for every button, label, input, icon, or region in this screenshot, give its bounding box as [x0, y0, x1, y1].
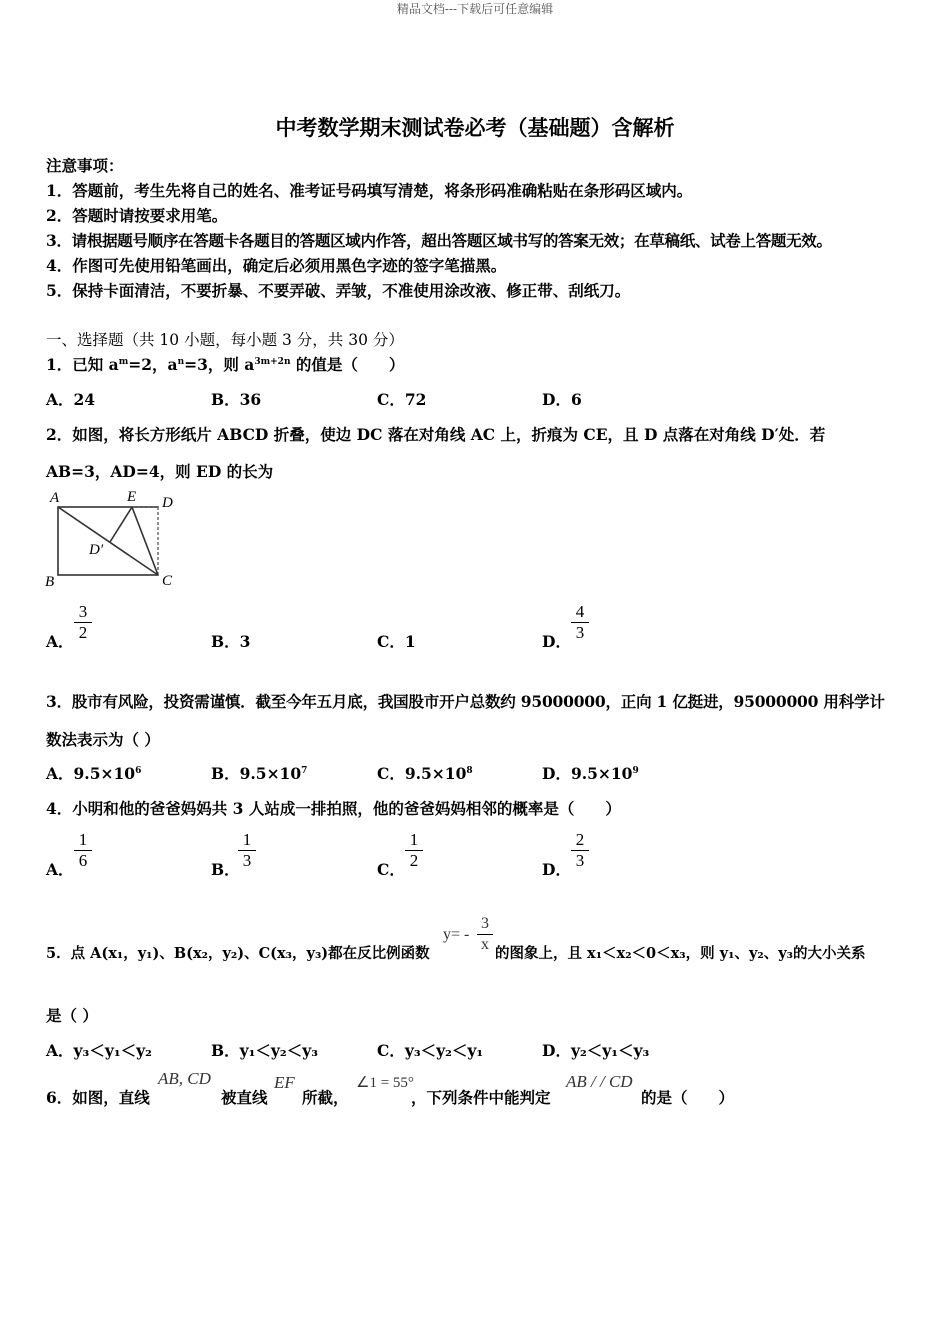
question-1: 1．已知 $a^m=2$，$a^n=3$，则 $a^{3m+2n}$ 的值是（ ）	[46, 355, 405, 374]
page-title: 中考数学期末测试卷必考（基础题）含解析	[275, 115, 675, 140]
q1-option-c: C．72	[377, 390, 427, 409]
question-2-line2: AB=3，AD=4，则 ED 的长为	[46, 462, 274, 481]
page-header: 精品文档---下载后可任意编辑	[396, 2, 554, 16]
question-6-part4: ，下列条件中能判定	[411, 1088, 551, 1107]
rectangle-fold-figure	[44, 486, 184, 590]
notice-item: 2．答题时请按要求用笔。	[46, 206, 228, 225]
q1-option-a: A．24	[46, 390, 96, 409]
question-5-part1: 5．点 A(x₁，y₁)、B(x₂，y₂)、C(x₃，y₃)都在反比例函数	[46, 945, 430, 962]
q4-option-b-label: B．	[211, 860, 240, 879]
q4-option-c-fraction: $\frac{1}{2}$	[405, 830, 423, 871]
q3-option-c: C．$9.5\times 10^8$	[377, 764, 473, 783]
question-6-part2: 被直线	[221, 1088, 268, 1107]
notice-item: 4．作图可先使用铅笔画出，确定后必须用黑色字迹的签字笔描黑。	[46, 256, 507, 275]
question-2-line1: 2．如图，将长方形纸片 ABCD 折叠，使边 DC 落在对角线 AC 上，折痕为 CE，且 D 点落在对角线 D′处．若	[46, 425, 826, 444]
q1-option-b: B．36	[211, 390, 262, 409]
q4-option-c-label: C．	[377, 860, 405, 879]
q5-option-a: A．y₃＜y₁＜y₂	[46, 1041, 152, 1060]
notice-item: 3．请根据题号顺序在答题卡各题目的答题区域内作答，超出答题区域书写的答案无效；在草稿纸、试卷上答题无效。	[46, 231, 832, 250]
q1-option-d: D．6	[542, 390, 582, 409]
q5-formula-fraction: $\frac{3}{x}$	[477, 914, 493, 955]
q2-option-d-fraction: $\frac{4}{3}$	[571, 602, 589, 643]
q5-option-b: B．y₁＜y₂＜y₃	[211, 1041, 318, 1060]
q5-option-c: C．y₃＜y₂＜y₁	[377, 1041, 484, 1060]
figure-label-c: C	[162, 573, 173, 589]
question-4: 4．小明和他的爸爸妈妈共 3 人站成一排拍照，他的爸爸妈妈相邻的概率是（ ）	[46, 799, 621, 818]
figure-label-d: D	[162, 495, 173, 511]
q5-option-d: D．y₂＜y₁＜y₃	[542, 1041, 650, 1060]
q3-option-b: B．$9.5\times 10^7$	[211, 764, 308, 783]
notice-item: 5．保持卡面清洁，不要折暴、不要弄破、弄皱，不准使用涂改液、修正带、刮纸刀。	[46, 281, 631, 300]
q6-formula-angle: ∠1 = 55°	[356, 1075, 414, 1091]
q2-option-a-fraction: $\frac{3}{2}$	[74, 602, 92, 643]
figure-label-b: B	[45, 574, 55, 590]
notice-heading: 注意事项：	[46, 156, 124, 175]
q6-formula-lines: AB, CD	[158, 1069, 211, 1088]
q2-option-b: B．3	[211, 632, 251, 651]
question-3-line1: 3．股市有风险，投资需谨慎．截至今年五月底，我国股市开户总数约 95000000，正向 1 亿挺进，95000000 用科学计	[46, 692, 885, 711]
q3-option-d: D．$9.5\times 10^9$	[542, 764, 639, 783]
question-6-part1: 6．如图，直线	[46, 1088, 150, 1107]
question-5-part2: 的图象上，且 x₁＜x₂＜0＜x₃，则 y₁、y₂、y₃的大小关系	[495, 945, 866, 962]
q4-option-d-label: D．	[542, 860, 571, 879]
notice-item: 1．答题前，考生先将自己的姓名、准考证号码填写清楚，将条形码准确粘贴在条形码区域内。	[46, 181, 693, 200]
q2-option-a-label: A．	[46, 632, 74, 651]
section-heading: 一、选择题（共 10 小题，每小题 3 分，共 30 分）	[46, 331, 404, 349]
q4-option-b-fraction: $\frac{1}{3}$	[238, 830, 256, 871]
question-6-part3: 所截，	[302, 1088, 349, 1107]
question-3-line2: 数法表示为（ ）	[46, 730, 160, 749]
q5-formula-lhs: y= -	[443, 926, 470, 943]
figure-label-e: E	[127, 489, 137, 505]
question-5-line2: 是（ ）	[46, 1006, 98, 1025]
q4-option-a-fraction: $\frac{1}{6}$	[74, 830, 92, 871]
q2-option-c: C．1	[377, 632, 416, 651]
q6-formula-parallel: AB / / CD	[566, 1072, 633, 1091]
question-6-part5: 的是（ ）	[641, 1088, 735, 1107]
figure-label-d-prime: D′	[89, 542, 104, 558]
figure-label-a: A	[50, 490, 60, 506]
q6-formula-ef: EF	[274, 1073, 295, 1092]
q4-option-a-label: A．	[46, 860, 74, 879]
q4-option-d-fraction: $\frac{2}{3}$	[571, 830, 589, 871]
q3-option-a: A．$9.5\times 10^6$	[46, 764, 142, 783]
q2-option-d-label: D．	[542, 632, 571, 651]
